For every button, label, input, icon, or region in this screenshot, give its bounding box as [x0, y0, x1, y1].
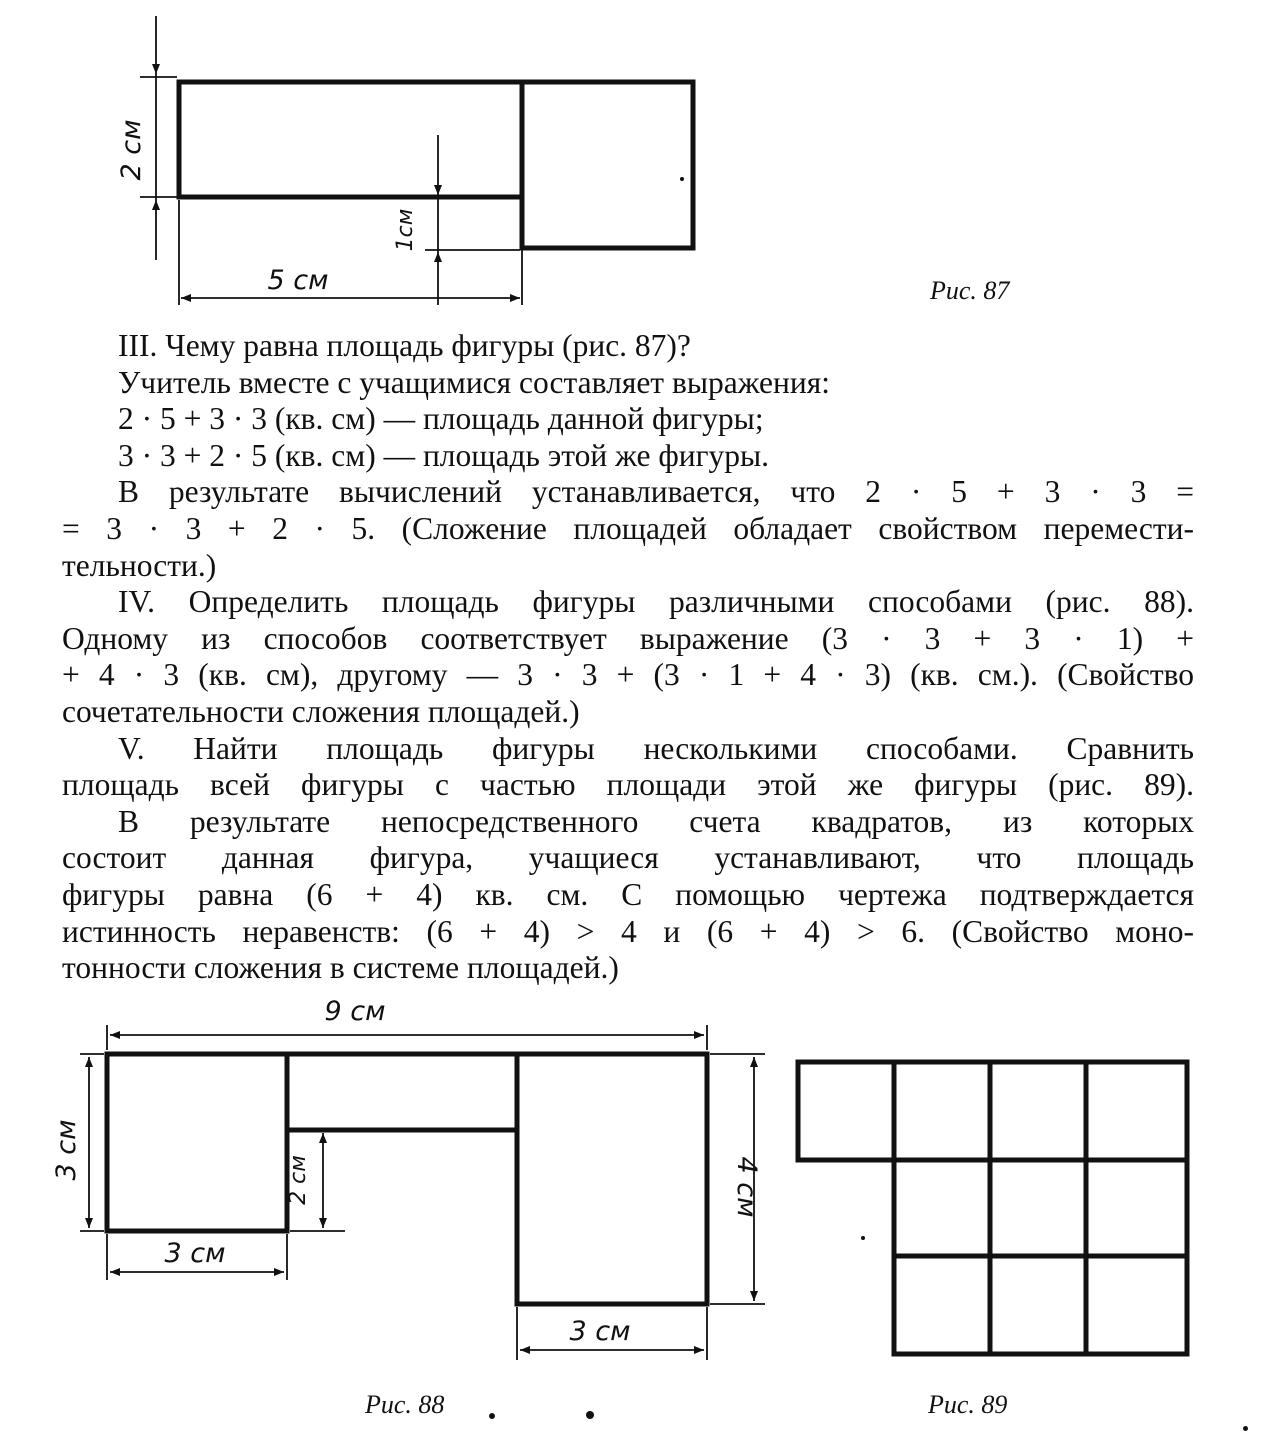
text-line: тонности сложения в системе площадей.): [62, 950, 619, 986]
fig88-rect-3x3: [107, 1054, 287, 1231]
text-line: состоит данная фигура, учащиеся устанавливают, что площадь: [62, 840, 1194, 876]
fig88-label-9cm: 9 см: [324, 996, 386, 1027]
fig89-square: [990, 1062, 1086, 1160]
fig87-rect-2x5: [179, 82, 522, 197]
fig89-square: [798, 1062, 894, 1160]
text-line: Учитель вместе с учащимися составляет выражения:: [118, 364, 830, 400]
fig87-label-5cm: 5 см: [267, 265, 329, 296]
fig88-label-3cm-bottom-right: 3 см: [569, 1316, 631, 1347]
fig89-caption: Рис. 89: [928, 1390, 1008, 1419]
print-speck: [489, 1413, 495, 1419]
text-line: площадь всей фигуры с частью площади этой же фигуры (рис. 89).: [62, 767, 1194, 803]
fig88-label-2cm: 2 см: [286, 1155, 311, 1205]
text-line: = 3 · 3 + 2 · 5. (Сложение площадей обладает свойством перемести-: [62, 510, 1194, 546]
fig88-rect-3x1: [287, 1054, 517, 1130]
text-line: V. Найти площадь фигуры несколькими способами. Сравнить: [118, 730, 1194, 766]
text-line: сочетательности сложения площадей.): [62, 693, 580, 729]
fig89-square: [990, 1256, 1086, 1354]
body-text: [62, 328, 1194, 987]
figure-88: [51, 996, 765, 1419]
figure-89: [798, 1062, 1187, 1419]
fig89-square: [894, 1160, 990, 1256]
fig89-square: [1086, 1062, 1187, 1160]
fig88-rect-4x3: [517, 1054, 707, 1304]
text-line: 2 · 5 + 3 · 3 (кв. см) — площадь данной фигуры;: [118, 401, 764, 437]
text-line: 3 · 3 + 2 · 5 (кв. см) — площадь этой же фигуры.: [118, 437, 770, 473]
text-line: истинность неравенств: (6 + 4) > 4 и (6 + 4) > 6. (Свойство моно-: [62, 913, 1194, 949]
text-line: Одному из способов соответствует выражение (3 · 3 + 3 · 1) +: [62, 620, 1194, 656]
fig89-square: [894, 1062, 990, 1160]
fig88-label-4cm: 4 см: [731, 1156, 762, 1218]
print-speck: [861, 1236, 865, 1240]
fig89-square: [990, 1160, 1086, 1256]
fig87-label-1cm: 1см: [393, 208, 418, 252]
fig89-square: [1086, 1160, 1187, 1256]
fig88-caption: Рис. 88: [365, 1390, 445, 1419]
text-line: В результате непосредственного счета квадратов, из которых: [118, 803, 1194, 839]
text-line: В результате вычислений устанавливается, что 2 · 5 + 3 · 3 =: [118, 474, 1194, 510]
fig87-caption: Рис. 87: [930, 276, 1010, 305]
text-line: фигуры равна (6 + 4) кв. см. С помощью чертежа подтверждается: [62, 876, 1194, 912]
text-line: тельности.): [62, 547, 217, 583]
fig88-label-3cm-left: 3 см: [51, 1119, 82, 1181]
print-speck: [586, 1411, 594, 1419]
text-line: IV. Определить площадь фигуры различными способами (рис. 88).: [118, 584, 1194, 620]
fig88-label-3cm-bottom-left: 3 см: [164, 1238, 226, 1269]
figure-87: [116, 16, 1010, 305]
print-speck: [1243, 1426, 1248, 1431]
fig87-rect-3x3: [522, 82, 693, 248]
text-line: III. Чему равна площадь фигуры (рис. 87)?: [118, 328, 691, 363]
print-speck: [680, 177, 684, 181]
fig87-label-2cm: 2 см: [116, 119, 147, 181]
fig89-square: [894, 1256, 990, 1354]
text-line: + 4 · 3 (кв. см), другому — 3 · 3 + (3 · 1 + 4 · 3) (кв. см.). (Свойство: [62, 657, 1194, 693]
fig89-square: [1086, 1256, 1187, 1354]
